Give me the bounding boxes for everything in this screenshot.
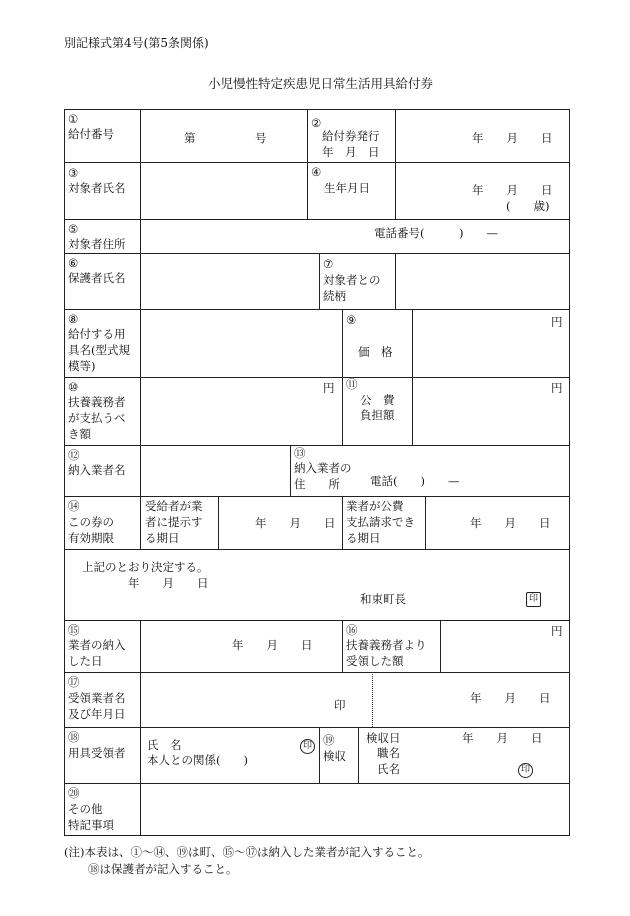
public-burden-yen: 円	[551, 381, 563, 395]
field-label-receiving-vendor-b: 及び年月日	[68, 707, 126, 721]
field-label-public-burden-b: 負担額	[360, 408, 395, 422]
field-num: ⑩	[68, 380, 79, 394]
field-label-equipment-b: 具名(型式規	[68, 343, 130, 357]
field-label-receiving-vendor: 受領業者名	[68, 691, 126, 705]
receiver-name-label: 氏 名	[147, 738, 182, 752]
field-num: ⑧	[68, 312, 79, 326]
decision-text: 上記のとおり決定する。	[82, 560, 209, 574]
col-divider	[342, 620, 343, 672]
field-label-received-amount: 扶養義務者より	[346, 638, 427, 652]
field-label-presentation-deadline: 受給者が業	[145, 499, 203, 513]
grant-number-dai: 第	[184, 131, 196, 145]
decision-date[interactable]: 年 月 日	[128, 576, 209, 590]
field-label-price: 価 格	[358, 345, 393, 359]
col-divider	[218, 496, 219, 549]
mayor-title: 和束町長	[360, 592, 406, 606]
field-label-equipment-c: 模等)	[68, 359, 96, 373]
seal-stamp-icon: 印	[300, 739, 315, 754]
field-num: ④	[311, 165, 322, 179]
form-title: 小児慢性特定疾患児日常生活用具給付券	[208, 76, 434, 91]
field-label-equipment: 給付する用	[68, 327, 126, 341]
note-line-1: (注)本表は、①〜⑭、⑲は町、⑮〜⑰は納入した業者が記入すること。	[64, 845, 430, 859]
field-label-relationship-b: 続柄	[323, 289, 346, 303]
field-label-recipient-name: 対象者氏名	[68, 181, 126, 195]
guardian-payment-yen: 円	[323, 381, 335, 395]
received-amount-yen: 円	[551, 624, 563, 638]
field-num: ⑳	[68, 786, 80, 800]
col-divider	[342, 309, 343, 445]
col-divider	[140, 620, 141, 836]
field-num: ①	[68, 112, 79, 126]
field-num: ⑪	[346, 377, 358, 391]
field-num: ⑮	[68, 623, 80, 637]
field-label-valid-until-b: 有効期限	[68, 531, 114, 545]
field-label-received-amount-b: 受領した額	[346, 654, 404, 668]
field-label-guardian-name: 保護者氏名	[68, 271, 126, 285]
field-label-guardian-payment-b: が支払うべ	[68, 411, 126, 425]
field-label-presentation-deadline-b: 者に提示す	[145, 515, 203, 529]
field-label-equipment-receiver: 用具受領者	[68, 746, 126, 760]
presentation-deadline-date[interactable]: 年 月 日	[255, 516, 336, 530]
price-yen: 円	[551, 315, 563, 329]
age-field[interactable]: ( 歳)	[506, 199, 550, 213]
field-label-issue: 給付券発行	[322, 129, 380, 143]
col-divider	[319, 253, 320, 309]
col-divider	[395, 109, 396, 219]
phone-field[interactable]: 電話番号( ) —	[374, 226, 498, 240]
field-label-other-notes: その他	[68, 802, 103, 816]
field-num: ⑰	[68, 675, 80, 689]
form-number: 別記様式第4号(第5条関係)	[64, 36, 209, 50]
field-label-guardian-payment-c: き額	[68, 427, 91, 441]
field-label-presentation-deadline-c: る期日	[145, 531, 180, 545]
col-divider	[425, 496, 426, 549]
field-label-billing-deadline-c: る期日	[346, 531, 381, 545]
field-num: ⑭	[68, 499, 80, 513]
field-label-vendor-address-b: 住 所	[294, 477, 340, 491]
field-label-billing-deadline-b: 支払請求でき	[346, 515, 415, 529]
field-num: ⑲	[323, 733, 335, 747]
seal-stamp-icon: 印	[518, 763, 533, 778]
col-divider	[395, 253, 396, 309]
col-divider	[319, 727, 320, 783]
field-num: ⑥	[68, 256, 79, 270]
field-num: ⑬	[294, 446, 306, 460]
field-num: ③	[68, 166, 79, 180]
col-divider	[342, 496, 343, 549]
receiving-date-field[interactable]: 年 月 日	[470, 691, 551, 705]
field-num: ⑫	[68, 448, 80, 462]
col-divider	[307, 109, 308, 219]
col-divider	[140, 109, 141, 549]
vendor-seal-mark: 印	[334, 698, 346, 712]
issue-date-field[interactable]: 年 月 日	[472, 131, 553, 145]
birthdate-field[interactable]: 年 月 日	[472, 183, 553, 197]
inspection-date-field[interactable]: 年 月 日	[462, 731, 543, 745]
billing-deadline-date[interactable]: 年 月 日	[470, 516, 551, 530]
row-divider	[64, 549, 570, 550]
field-label-issue-date: 年 月 日	[322, 145, 380, 159]
field-label-inspection: 検収	[323, 749, 346, 763]
field-label-grant-number: 給付番号	[68, 127, 114, 141]
grant-number-go: 号	[255, 131, 267, 145]
col-divider	[412, 309, 413, 445]
field-num: ②	[311, 116, 322, 130]
inspector-name-label: 氏名	[377, 762, 400, 776]
field-label-other-notes-b: 特記事項	[68, 818, 114, 832]
receiver-relation-label: 本人との関係( )	[147, 753, 248, 767]
field-label-relationship: 対象者との	[323, 273, 381, 287]
inspection-date-label: 検収日	[366, 731, 401, 745]
col-divider	[290, 445, 291, 496]
field-num: ⑱	[68, 730, 80, 744]
field-label-guardian-payment: 扶養義務者	[68, 395, 126, 409]
col-divider	[440, 620, 441, 672]
inspector-title-label: 職名	[377, 746, 400, 760]
field-label-valid-until: この券の	[68, 515, 114, 529]
field-label-billing-deadline: 業者が公費	[346, 499, 404, 513]
field-label-vendor-address: 納入業者の	[294, 461, 352, 475]
field-label-public-burden: 公 費	[360, 393, 395, 407]
col-divider	[358, 727, 359, 783]
field-label-address: 対象者住所	[68, 237, 126, 251]
seal-stamp-icon: 印	[526, 592, 541, 607]
vendor-phone-field[interactable]: 電話( ) —	[370, 474, 460, 488]
field-num: ⑨	[346, 313, 357, 327]
field-num: ⑤	[68, 222, 79, 236]
field-label-vendor-name: 納入業者名	[68, 463, 126, 477]
field-num: ⑦	[323, 257, 334, 271]
field-label-delivery-date: 業者の納入	[68, 638, 126, 652]
field-label-birthdate: 生年月日	[324, 181, 370, 195]
dotted-divider	[372, 672, 373, 727]
field-num: ⑯	[346, 623, 358, 637]
field-label-delivery-date-b: した日	[68, 654, 103, 668]
delivery-date-field[interactable]: 年 月 日	[232, 638, 313, 652]
note-line-2: ⑱は保護者が記入すること。	[88, 862, 238, 876]
